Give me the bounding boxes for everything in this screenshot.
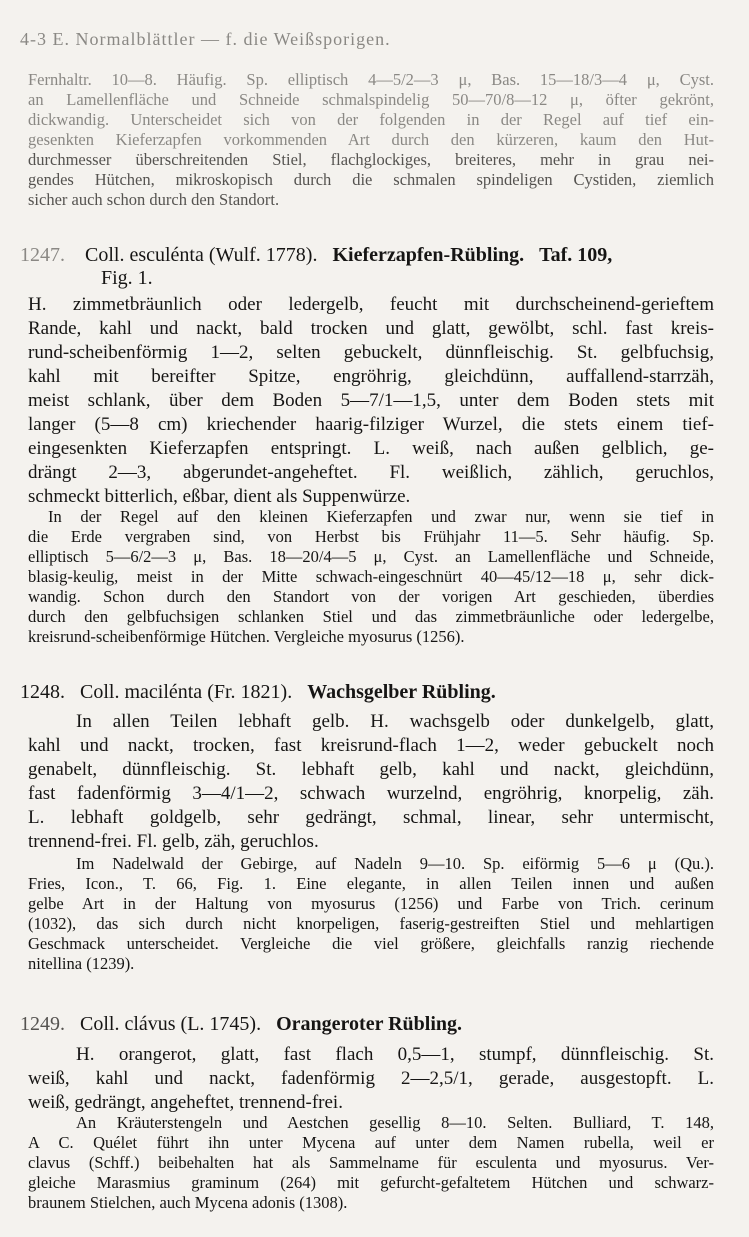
- entry-heading: [20, 243, 714, 267]
- text-line: drängt 2—3, abgerundet-angeheftet. Fl. weißlich, zählich, geruchlos,: [28, 462, 714, 483]
- text-line: Rande, kahl und nackt, bald trocken und glatt, gewölbt, schl. fast kreis-: [28, 318, 714, 339]
- latin-name: Coll. esculénta (Wulf. 1778).: [85, 244, 318, 266]
- text-line: durchmesser überschreitenden Stiel, flachglockiges, breiteres, mehr in grau nei-: [28, 150, 714, 169]
- note-line: durch den gelbfuchsigen schlanken Stiel und das zimmetbräunliche oder ledergelbe,: [28, 607, 714, 626]
- text-line: dickwandig. Unterscheidet sich von der folgenden in der Regel auf tief ein-: [28, 110, 714, 129]
- text-line: kahl mit bereifter Spitze, engröhrig, gleichdünn, auffallend-starrzäh,: [28, 366, 714, 387]
- common-name: Kieferzapfen-Rübling.: [332, 244, 525, 266]
- text-line: weiß, gedrängt, angeheftet, trennend-frei.: [28, 1092, 343, 1113]
- latin-name: Coll. maciléntа (Fr. 1821).: [80, 681, 293, 703]
- text-line: Fernhaltr. 10—8. Häufig. Sp. elliptisch 4—5/2—3 μ, Bas. 15—18/3—4 μ, Cyst.: [28, 70, 714, 89]
- text-line: L. lebhaft goldgelb, sehr gedrängt, schmal, linear, sehr untermischt,: [28, 807, 714, 828]
- note-line: nitellina (1239).: [28, 954, 135, 973]
- entry-heading: [20, 1012, 714, 1036]
- text-line: eingesenkten Kieferzapfen entspringt. L. weiß, nach außen gelblich, ge-: [28, 438, 714, 459]
- note-line: Im Nadelwald der Gebirge, auf Nadeln 9—10. Sp. eiförmig 5—6 μ (Qu.).: [76, 854, 714, 873]
- text-line: meist schlank, über dem Boden 5—7/1—1,5, unter dem Boden stets mit: [28, 390, 714, 411]
- text-line: schmeckt bitterlich, eßbar, dient als Suppenwürze.: [28, 486, 411, 507]
- note-line: blasig-keulig, meist in der Mitte schwach-eingeschnürt 40—45/12—18 μ, sehr dick-: [28, 567, 714, 586]
- note-line: gelbe Art in der Haltung von myosurus (1256) und Farbe von Trich. cerinum: [28, 894, 714, 913]
- note-line: A C. Quélet führt ihn unter Mycena auf unter dem Namen rubella, weil er: [28, 1133, 714, 1152]
- text-line: In allen Teilen lebhaft gelb. H. wachsgelb oder dunkelgelb, glatt,: [76, 711, 714, 732]
- note-line: Fries, Icon., T. 66, Fig. 1. Eine elegante, in allen Teilen innen und außen: [28, 874, 714, 893]
- running-header: 4-3 E. Normalblättler — f. die Weißsporigen.: [20, 29, 391, 49]
- note-line: braunem Stielchen, auch Mycena adonis (1308).: [28, 1193, 348, 1212]
- text-line: gesenkten Kieferzapfen vorkommenden Art durch den kürzeren, kaum den Hut-: [28, 130, 714, 149]
- entry-heading: [20, 680, 714, 704]
- note-line: clavus (Schff.) beibehalten hat als Sammelname für esculenta und myosurus. Ver-: [28, 1153, 714, 1172]
- text-line: weiß, kahl und nackt, fadenförmig 2—2,5/1, gerade, ausgestopft. L.: [28, 1068, 714, 1089]
- text-line: an Lamellenfläche und Schneide schmalspindelig 50—70/8—12 μ, öfter gekrönt,: [28, 90, 714, 109]
- note-line: elliptisch 5—6/2—3 μ, Bas. 18—20/4—5 μ, Cyst. an Lamellenfläche und Schneide,: [28, 547, 714, 566]
- note-line: An Kräuterstengeln und Aestchen gesellig 8—10. Selten. Bulliard, T. 148,: [76, 1113, 714, 1132]
- entry-number: 1247.: [20, 244, 65, 266]
- text-line: sicher auch schon durch den Standort.: [28, 190, 280, 209]
- common-name: Orangeroter Rübling.: [276, 1013, 463, 1035]
- note-line: Geschmack unterscheidet. Vergleiche die viel größere, gleichfalls ranzig riechende: [28, 934, 714, 953]
- text-line: langer (5—8 cm) kriechender haarig-filziger Wurzel, die stets einem tief-: [28, 414, 714, 435]
- note-line: In der Regel auf den kleinen Kieferzapfen und zwar nur, wenn sie tief in: [48, 507, 714, 526]
- note-line: gleiche Marasmius graminum (264) mit gefurcht-gefaltetem Hütchen und schwarz-: [28, 1173, 714, 1192]
- note-line: die Erde vergraben sind, von Herbst bis Frühjahr 11—5. Sehr häufig. Sp.: [28, 527, 714, 546]
- text-line: gendes Hütchen, mikroskopisch durch die schmalen spindeligen Cystiden, ziemlich: [28, 170, 714, 189]
- text-line: trennend-frei. Fl. gelb, zäh, geruchlos.: [28, 831, 319, 852]
- common-name: Wachsgelber Rübling.: [307, 681, 496, 703]
- entry-number: 1249.: [20, 1013, 65, 1035]
- text-line: fast fadenförmig 3—4/1—2, schwach wurzelnd, engröhrig, knorpelig, zäh.: [28, 783, 714, 804]
- entry-number: 1248.: [20, 681, 65, 703]
- note-line: wandig. Schon durch den Standort von der vorigen Art geschieden, überdies: [28, 587, 714, 606]
- note-line: (1032), das sich durch nicht knorpeligen, faserig-gestreiften Stiel und mehlartigen: [28, 914, 714, 933]
- plate-reference: Taf. 109,: [539, 244, 613, 266]
- figure-reference: Fig. 1.: [101, 267, 153, 289]
- text-line: rund-scheibenförmig 1—2, selten gebuckelt, dünnfleischig. St. gelbfuchsig,: [28, 342, 714, 363]
- text-line: H. orangerot, glatt, fast flach 0,5—1, stumpf, dünnfleischig. St.: [76, 1044, 714, 1065]
- text-line: genabelt, dünnfleischig. St. lebhaft gelb, kahl und nackt, gleichdünn,: [28, 759, 714, 780]
- latin-name: Coll. clávus (L. 1745).: [80, 1013, 262, 1035]
- text-line: kahl und nackt, trocken, fast kreisrund-flach 1—2, weder gebuckelt noch: [28, 735, 714, 756]
- note-line: kreisrund-scheibenförmige Hütchen. Vergleiche myosurus (1256).: [28, 627, 465, 646]
- text-line: H. zimmetbräunlich oder ledergelb, feucht mit durchscheinend-gerieftem: [28, 294, 714, 315]
